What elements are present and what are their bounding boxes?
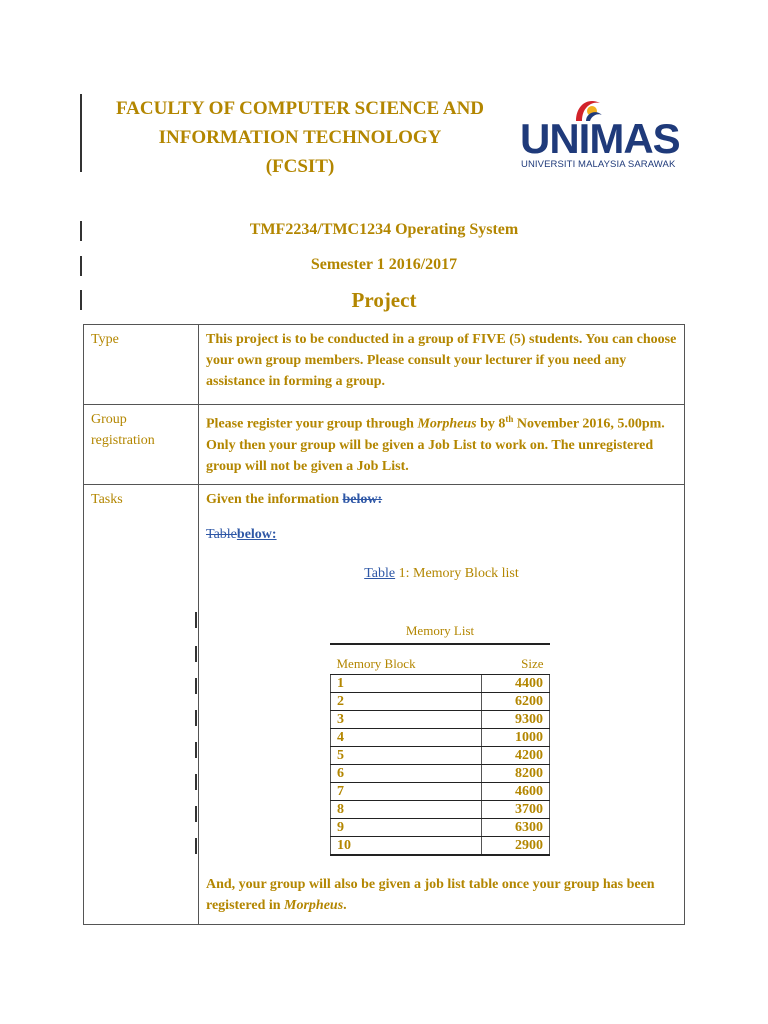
block-cell: 5 xyxy=(331,747,482,765)
memory-list-caption: Memory List xyxy=(330,620,550,645)
unimas-logo xyxy=(520,93,685,173)
faculty-title-line: FACULTY OF COMPUTER SCIENCE AND xyxy=(115,98,485,119)
block-cell: 8 xyxy=(331,801,482,819)
table-row xyxy=(84,325,685,405)
size-cell: 2900 xyxy=(482,837,550,856)
block-cell: 9 xyxy=(331,819,482,837)
row-content xyxy=(199,405,685,485)
table-row xyxy=(84,405,685,485)
column-header: Size xyxy=(482,645,550,675)
faculty-title-line: (FCSIT) xyxy=(265,156,335,177)
document-title: Project xyxy=(351,288,417,312)
size-cell: 4400 xyxy=(482,675,550,693)
project-info-table xyxy=(83,324,685,925)
size-cell: 3700 xyxy=(482,801,550,819)
size-cell: 4600 xyxy=(482,783,550,801)
text: And, your group will also be given a job list table once your group has been registered in xyxy=(206,877,655,913)
column-header: Memory Block xyxy=(331,645,482,675)
table-row xyxy=(331,819,550,837)
row-content: This project is to be conducted in a group of FIVE (5) students. You can choose your own group members. Please consult your lecturer if you need any assistance in forming a group. xyxy=(199,325,685,405)
course-title: TMF2234/TMC1234 Operating System xyxy=(249,221,519,238)
job-list-note xyxy=(206,874,677,916)
semester-label: Semester 1 2016/2017 xyxy=(310,256,458,273)
deleted-text: Table xyxy=(206,527,237,542)
logo-wordmark: UNIMAS xyxy=(520,115,680,162)
table-row xyxy=(331,801,550,819)
deleted-text: below: xyxy=(342,492,383,507)
table-row xyxy=(331,783,550,801)
inserted-text: below: xyxy=(236,527,277,542)
ordinal-suffix: th xyxy=(505,414,514,424)
logo-subtitle: UNIVERSITI MALAYSIA SARAWAK xyxy=(521,159,676,170)
block-cell: 6 xyxy=(331,765,482,783)
size-cell: 6300 xyxy=(482,819,550,837)
table-row xyxy=(84,485,685,925)
block-cell: 2 xyxy=(331,693,482,711)
table-row xyxy=(331,837,550,856)
table-row xyxy=(331,675,550,693)
text: Please register your group through xyxy=(206,416,418,432)
row-content xyxy=(199,485,685,925)
faculty-title xyxy=(100,94,500,181)
table-caption xyxy=(206,563,677,584)
table-row xyxy=(331,693,550,711)
memory-list-table xyxy=(330,645,550,856)
text: by 8 xyxy=(476,416,506,432)
block-cell: 3 xyxy=(331,711,482,729)
row-label: Group registration xyxy=(84,405,199,485)
block-cell: 4 xyxy=(331,729,482,747)
morpheus-name: Morpheus xyxy=(284,898,344,913)
morpheus-name: Morpheus xyxy=(417,416,477,432)
row-label: Tasks xyxy=(84,485,199,925)
faculty-title-line: INFORMATION TECHNOLOGY xyxy=(158,127,442,148)
tasks-table-ref xyxy=(206,524,677,545)
size-cell: 9300 xyxy=(482,711,550,729)
table-row xyxy=(331,711,550,729)
size-cell: 1000 xyxy=(482,729,550,747)
table-row xyxy=(331,765,550,783)
table-header-row xyxy=(331,645,550,675)
table-row xyxy=(331,747,550,765)
tasks-intro xyxy=(206,489,677,510)
change-bar xyxy=(80,94,82,172)
size-cell: 6200 xyxy=(482,693,550,711)
text: November 2016, 5.00pm. Only then your group will be given a Job List to work on. The unregistered group will not be given a Job List. xyxy=(206,416,665,474)
text: 1: Memory Block list xyxy=(395,566,519,581)
block-cell: 10 xyxy=(331,837,482,856)
table-row xyxy=(331,729,550,747)
table-link[interactable]: Table xyxy=(364,566,396,581)
text: Given the information xyxy=(206,492,343,507)
block-cell: 1 xyxy=(331,675,482,693)
row-label: Type xyxy=(84,325,199,405)
text: . xyxy=(343,898,347,913)
memory-list xyxy=(330,620,550,856)
size-cell: 4200 xyxy=(482,747,550,765)
block-cell: 7 xyxy=(331,783,482,801)
size-cell: 8200 xyxy=(482,765,550,783)
